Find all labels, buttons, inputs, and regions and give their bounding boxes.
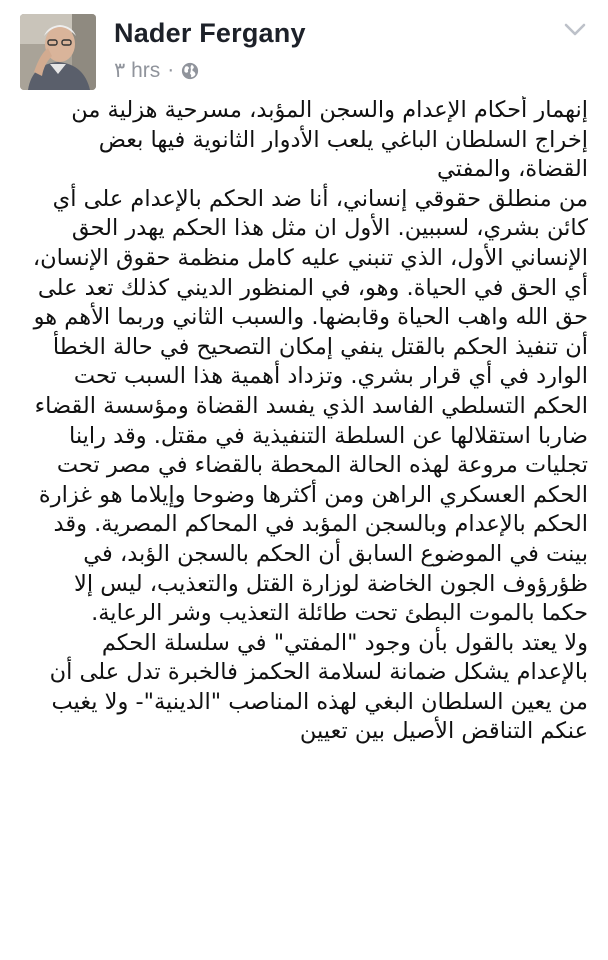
post-paragraph-1: إنهمار أحكام الإعدام والسجن المؤبد، مسرحية هزلية من إخراج السلطان الباغي يلعب الأدوار الثانوية فيها بعض القضاة، والمفتي: [71, 97, 588, 183]
chevron-down-icon[interactable]: [564, 22, 586, 38]
post-text: [28, 96, 588, 960]
post-meta: [114, 58, 199, 82]
post-timestamp[interactable]: ٣ hrs: [114, 58, 161, 82]
meta-separator: ·: [167, 58, 175, 81]
post-paragraph-3: ولا يعتد بالقول بأن وجود "المفتي" في سلسلة الحكم بالإعدام يشكل ضمانة لسلامة الحكمز فالخبرة تدل على أن من يعين السلطان البغي لهذه المناصب "الدينية"- ولا يغيب عنكم التناقض الأصيل بين تعيين: [49, 629, 588, 745]
post-header: [0, 0, 608, 96]
post-paragraph-2: من منطلق حقوقي إنساني، أنا ضد الحكم بالإعدام على أي كائن بشري، لسببين. الأول ان مثل هذا الحكم يهدر الحق الإنساني الأول، الذي تنبني عليه كامل منظمة حقوق الإنسان، أي الحق في الحياة. وهو، في المنظور الديني كذلك تعد على حق الله واهب الحياة وقابضها. والسبب الثاني وربما الأهم هو أن تنفيذ الحكم بالقتل ينفي إمكان التصحيح في حالة الخطأ الوارد في أي قرار بشري. وتزداد أهمية هذا السبب تحت الحكم التسلطي الفاسد الذي يفسد القضاة ومؤسسة القضاء ضاربا استقلالها عن السلطة التنفيذية في مقتل. وقد راينا تجليات مروعة لهذه الحالة المحطة بالقضاء في مصر تحت الحكم العسكري الراهن ومن أكثرها وضوحا وإيلاما هو غزارة الحكم بالإعدام وبالسجن المؤبد في المحاكم المصرية. وقد بينت في الموضوع السابق أن الحكم بالسجن الؤبد، في ظؤرؤوف الجون الخاضة لوزارة القتل والتعذيب، ليس إلا حكما بالموت البطئ تحت طائلة التعذيب وشر الرعاية.: [32, 185, 588, 627]
author-name[interactable]: Nader Fergany: [114, 18, 306, 48]
globe-icon[interactable]: [181, 62, 199, 80]
avatar[interactable]: [20, 14, 96, 90]
profile-photo: [20, 14, 96, 90]
